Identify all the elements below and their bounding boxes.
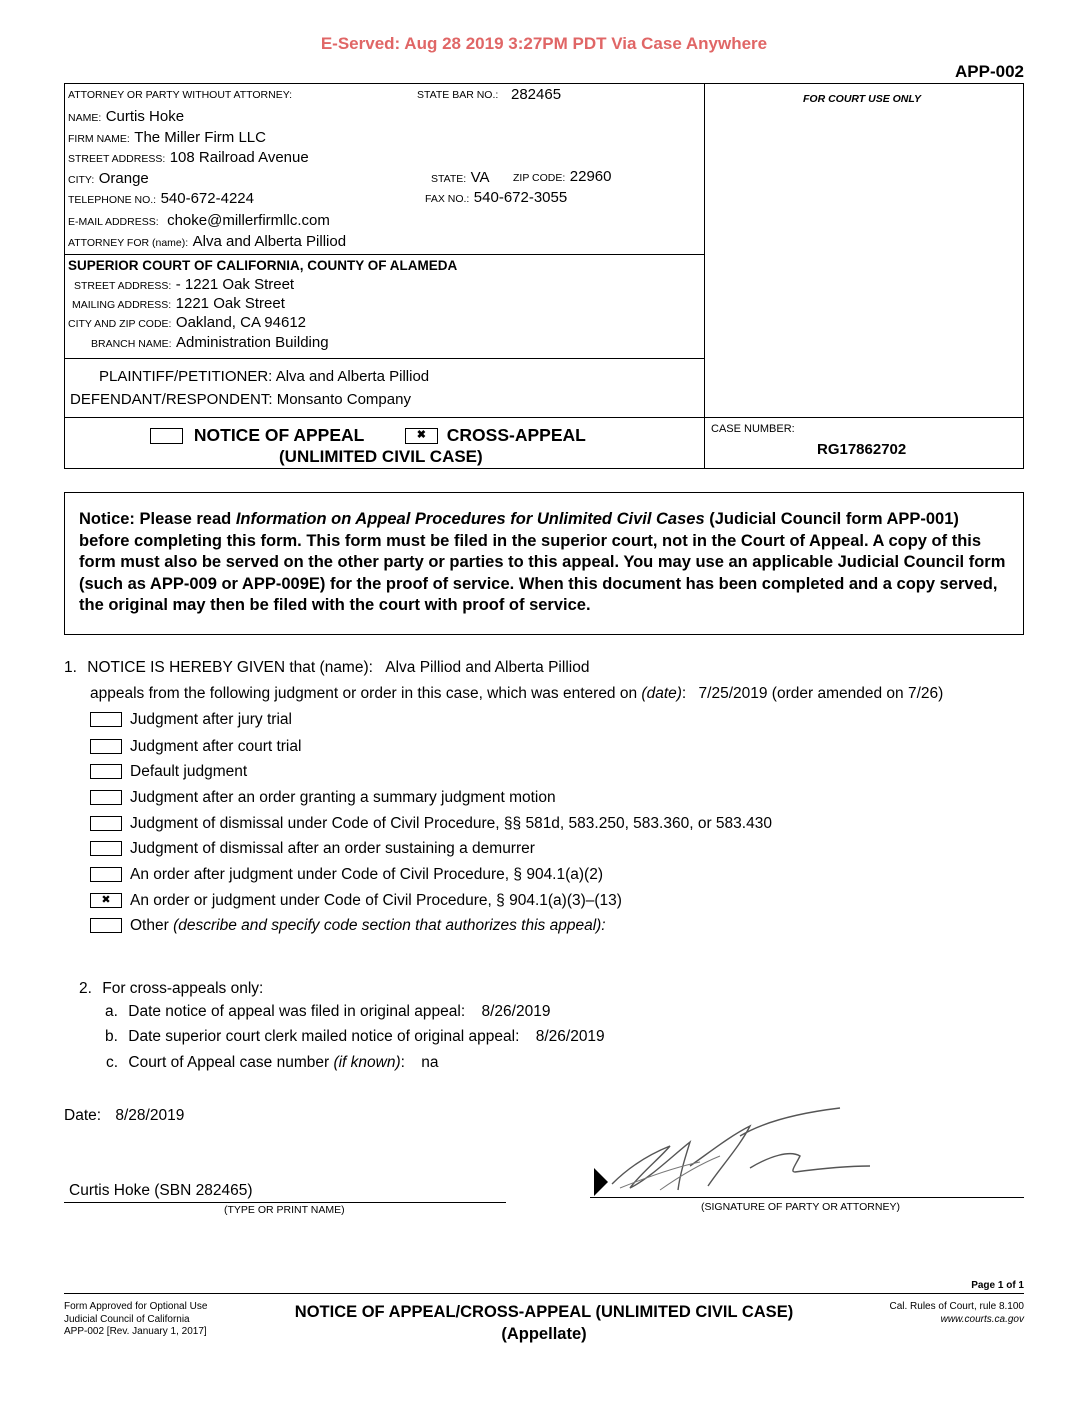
case-number-value: RG17862702 bbox=[817, 441, 907, 458]
court-street-row bbox=[74, 276, 294, 294]
date-value: 8/28/2019 bbox=[115, 1107, 185, 1124]
footer-left-3: APP-002 [Rev. January 1, 2017] bbox=[64, 1326, 207, 1337]
footer-right-2: www.courts.ca.gov bbox=[940, 1313, 1024, 1325]
attorney-for-label: ATTORNEY FOR (name): bbox=[68, 237, 189, 249]
item2b-value: 8/26/2019 bbox=[535, 1028, 605, 1045]
judgment-option-label: Judgment after jury trial bbox=[130, 711, 292, 728]
court-street-label: STREET ADDRESS: bbox=[74, 280, 172, 292]
attorney-name-row bbox=[68, 108, 184, 126]
name-value: Curtis Hoke bbox=[105, 108, 185, 125]
form-number: APP-002 bbox=[955, 62, 1024, 81]
page-number: Page 1 of 1 bbox=[971, 1280, 1024, 1291]
notice-of-appeal-label: NOTICE OF APPEAL bbox=[193, 425, 365, 445]
judgment-option-label: Other bbox=[130, 917, 174, 934]
firm-row bbox=[68, 129, 266, 147]
cross-appeal-label: CROSS-APPEAL bbox=[446, 425, 586, 445]
fax-value: 540-672-3055 bbox=[473, 189, 568, 206]
other-instructions: (describe and specify code section that authorizes this appeal): bbox=[173, 917, 606, 934]
item2c-value: na bbox=[421, 1054, 439, 1071]
defendant-label: DEFENDANT/RESPONDENT: bbox=[70, 391, 273, 408]
footer-right bbox=[889, 1301, 1024, 1326]
notice-box bbox=[64, 492, 1024, 635]
divider bbox=[64, 358, 704, 359]
item2c-label: c. bbox=[106, 1054, 119, 1071]
city-label: CITY: bbox=[68, 174, 95, 186]
notice-text-rest: (Judicial Council form APP-001) before completing this form. This form must be filed in the superior court, not in the Court of Appeal. A copy of this form must also be served on the other party or parties to this appeal. You may use an applicable Judicial Council form (such as APP-009 or APP-009E) for the proof of service. When this document has been completed and a copy served, the original may then be filed with the court with proof of service. bbox=[79, 510, 1006, 614]
court-mailing-row bbox=[72, 295, 285, 313]
city-row bbox=[68, 170, 149, 188]
court-street-value: - 1221 Oak Street bbox=[175, 276, 295, 293]
name-line bbox=[64, 1202, 506, 1203]
notice-of-appeal-checkbox[interactable] bbox=[150, 428, 183, 444]
state-bar-label: STATE BAR NO.: bbox=[417, 89, 499, 101]
defendant-value: Monsanto Company bbox=[276, 391, 411, 408]
email-row bbox=[68, 212, 330, 230]
judgment-option-checkbox[interactable] bbox=[90, 790, 122, 805]
firm-value: The Miller Firm LLC bbox=[134, 129, 266, 146]
item2c-colon: : bbox=[400, 1054, 405, 1071]
judgment-option bbox=[90, 789, 556, 807]
zip-value: 22960 bbox=[569, 168, 612, 185]
plaintiff-value: Alva and Alberta Pilliod bbox=[275, 368, 430, 385]
notice-text-start: Notice: Please read bbox=[79, 510, 236, 528]
court-mailing-label: MAILING ADDRESS: bbox=[72, 299, 172, 311]
judgment-option-checkbox[interactable]: ✖ bbox=[90, 893, 122, 908]
judgment-option bbox=[90, 866, 603, 884]
court-cityzip-label: CITY AND ZIP CODE: bbox=[68, 318, 172, 330]
court-cityzip-row bbox=[68, 314, 306, 332]
name-label: NAME: bbox=[68, 112, 102, 124]
item1-date-label: (date) bbox=[641, 685, 682, 702]
footer-title-2: (Appellate) bbox=[501, 1325, 587, 1343]
footer-left-1: Form Approved for Optional Use bbox=[64, 1301, 208, 1312]
item2b-label: b. bbox=[105, 1028, 118, 1045]
attorney-for-row bbox=[68, 233, 346, 251]
item1-number: 1. bbox=[64, 659, 77, 676]
defendant-row bbox=[70, 391, 411, 408]
judgment-option-checkbox[interactable] bbox=[90, 739, 122, 754]
divider bbox=[64, 254, 704, 255]
street-label: STREET ADDRESS: bbox=[68, 153, 166, 165]
item2-line bbox=[79, 980, 263, 998]
form-subtitle: (UNLIMITED CIVIL CASE) bbox=[279, 447, 483, 466]
item2b-text: Date superior court clerk mailed notice of original appeal: bbox=[128, 1028, 520, 1045]
email-label: E-MAIL ADDRESS: bbox=[68, 216, 159, 228]
phone-value: 540-672-4224 bbox=[160, 190, 254, 207]
attorney-section-label: ATTORNEY OR PARTY WITHOUT ATTORNEY: bbox=[68, 89, 293, 101]
name-caption: (TYPE OR PRINT NAME) bbox=[224, 1204, 345, 1216]
footer-title-1: NOTICE OF APPEAL/CROSS-APPEAL (UNLIMITED CIVIL CASE) bbox=[294, 1303, 794, 1321]
caption-divider bbox=[704, 83, 705, 469]
judgment-option-label: Judgment after an order granting a summary judgment motion bbox=[130, 789, 556, 806]
street-row bbox=[68, 149, 309, 167]
judgment-option-label: Judgment of dismissal under Code of Civil Procedure, §§ 581d, 583.250, 583.360, or 583.430 bbox=[130, 815, 772, 832]
item2c-italic: (if known) bbox=[333, 1054, 401, 1071]
judgment-option bbox=[90, 711, 292, 729]
item1-name: Alva Pilliod and Alberta Pilliod bbox=[385, 659, 590, 676]
divider bbox=[64, 417, 1024, 418]
state-label: STATE: bbox=[431, 173, 467, 185]
judgment-option-label: Judgment after court trial bbox=[130, 738, 302, 755]
firm-label: FIRM NAME: bbox=[68, 133, 130, 145]
cross-appeal-checkbox[interactable]: ✖ bbox=[405, 428, 438, 444]
judgment-option bbox=[90, 763, 247, 781]
item2b-line bbox=[105, 1028, 605, 1046]
judgment-option-checkbox[interactable] bbox=[90, 841, 122, 856]
signature-image bbox=[590, 1106, 880, 1206]
item2-number: 2. bbox=[79, 980, 92, 997]
footer-right-1: Cal. Rules of Court, rule 8.100 bbox=[889, 1301, 1024, 1312]
item1-appeals-text: appeals from the following judgment or order in this case, which was entered on bbox=[90, 685, 642, 702]
case-number-label: CASE NUMBER: bbox=[711, 423, 795, 435]
footer-line bbox=[64, 1293, 1024, 1294]
court-branch-label: BRANCH NAME: bbox=[91, 338, 172, 350]
plaintiff-row bbox=[99, 368, 429, 385]
court-use-label: FOR COURT USE ONLY bbox=[803, 93, 922, 105]
attorney-for-value: Alva and Alberta Pilliod bbox=[192, 233, 347, 250]
judgment-option-label: Judgment of dismissal after an order sustaining a demurrer bbox=[130, 840, 535, 857]
street-value: 108 Railroad Avenue bbox=[169, 149, 309, 166]
date-line bbox=[64, 1107, 184, 1125]
phone-label: TELEPHONE NO.: bbox=[68, 194, 157, 206]
item2a-text: Date notice of appeal was filed in original appeal: bbox=[128, 1003, 466, 1020]
judgment-option bbox=[90, 738, 301, 756]
judgment-option-checkbox[interactable] bbox=[90, 712, 122, 727]
judgment-option bbox=[90, 892, 622, 910]
court-title: SUPERIOR COURT OF CALIFORNIA, COUNTY OF ALAMEDA bbox=[68, 258, 458, 273]
judgment-option-label: Default judgment bbox=[130, 763, 248, 780]
item2-text: For cross-appeals only: bbox=[102, 980, 264, 997]
item2a-line bbox=[105, 1003, 550, 1021]
item1-colon: : bbox=[681, 685, 687, 702]
item1-line bbox=[64, 659, 589, 677]
judgment-option-checkbox[interactable] bbox=[90, 764, 122, 779]
judgment-option bbox=[90, 840, 535, 858]
signature-caption: (SIGNATURE OF PARTY OR ATTORNEY) bbox=[701, 1201, 900, 1213]
state-value: VA bbox=[470, 169, 490, 186]
fax-label: FAX NO.: bbox=[425, 193, 470, 205]
city-value: Orange bbox=[98, 170, 149, 187]
court-branch-row bbox=[91, 334, 329, 352]
plaintiff-label: PLAINTIFF/PETITIONER: bbox=[99, 368, 273, 385]
zip-row bbox=[513, 168, 612, 186]
date-label: Date: bbox=[64, 1107, 102, 1124]
court-cityzip-value: Oakland, CA 94612 bbox=[175, 314, 307, 331]
judgment-option-checkbox[interactable] bbox=[90, 867, 122, 882]
state-row bbox=[431, 169, 490, 187]
judgment-option bbox=[90, 917, 606, 935]
item2a-value: 8/26/2019 bbox=[481, 1003, 551, 1020]
judgment-option bbox=[90, 815, 772, 833]
email-value: choke@millerfirmllc.com bbox=[167, 212, 330, 229]
item1-appeals-line bbox=[90, 685, 943, 703]
phone-row bbox=[68, 190, 254, 208]
court-branch-value: Administration Building bbox=[175, 334, 329, 351]
judgment-option-checkbox[interactable] bbox=[90, 816, 122, 831]
judgment-option-checkbox[interactable] bbox=[90, 918, 122, 933]
court-mailing-value: 1221 Oak Street bbox=[175, 295, 285, 312]
item1-date-value: 7/25/2019 (order amended on 7/26) bbox=[698, 685, 944, 702]
zip-label: ZIP CODE: bbox=[513, 172, 566, 184]
item2c-line bbox=[106, 1054, 439, 1072]
notice-text-italic: Information on Appeal Procedures for Unlimited Civil Cases bbox=[235, 510, 705, 528]
item2a-label: a. bbox=[105, 1003, 118, 1020]
item2c-text: Court of Appeal case number bbox=[128, 1054, 334, 1071]
form-title bbox=[150, 425, 586, 446]
signature-line bbox=[590, 1197, 1024, 1198]
footer-left-2: Judicial Council of California bbox=[64, 1313, 190, 1325]
e-served-stamp: E-Served: Aug 28 2019 3:27PM PDT Via Case Anywhere bbox=[320, 34, 768, 53]
printed-name: Curtis Hoke (SBN 282465) bbox=[69, 1182, 253, 1199]
item1-text: NOTICE IS HEREBY GIVEN that (name): bbox=[87, 659, 373, 676]
judgment-option-label: An order or judgment under Code of Civil Procedure, § 904.1(a)(3)–(13) bbox=[130, 892, 622, 909]
fax-row bbox=[425, 189, 567, 207]
state-bar-value: 282465 bbox=[511, 86, 562, 103]
judgment-option-label: An order after judgment under Code of Civil Procedure, § 904.1(a)(2) bbox=[130, 866, 603, 883]
